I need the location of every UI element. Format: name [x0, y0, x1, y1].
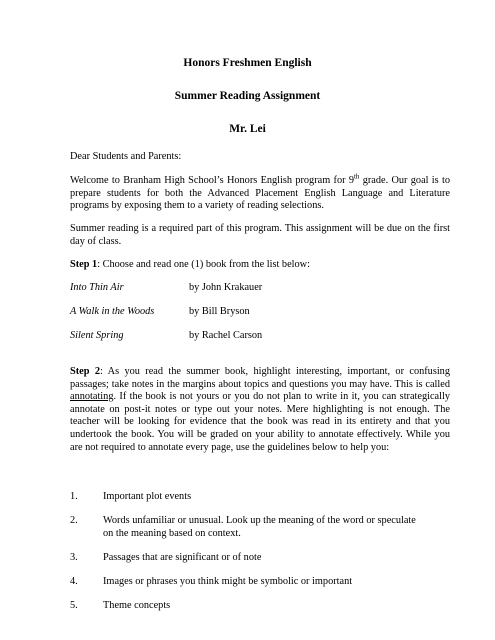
guideline-number-5: 5. — [70, 600, 78, 611]
guideline-number-2: 2. — [70, 515, 78, 526]
guideline-item-4: Images or phrases you think might be symbolic or important — [103, 576, 353, 587]
guideline-item-1: Important plot events — [103, 491, 192, 502]
welcome-text-2: grade. Our goal is to prepare students for both the Advanced Placement English Language and Literature programs by exposing them to a variety of reading selections. — [70, 175, 450, 212]
step2-label: Step 2 — [70, 366, 100, 377]
annotating-term: annotating — [70, 391, 114, 403]
salutation: Dear Students and Parents: — [70, 151, 182, 162]
teacher-name: Mr. Lei — [229, 123, 266, 135]
step1-text: : Choose and read one (1) book from the list below: — [97, 259, 310, 270]
guideline-number-3: 3. — [70, 552, 78, 563]
welcome-paragraph — [70, 172, 450, 213]
welcome-text-1: Welcome to Branham High School’s Honors English program for 9 — [70, 175, 354, 186]
step2-paragraph — [70, 366, 450, 454]
guideline-item-2: Words unfamiliar or unusual. Look up the meaning of the word or speculate on the meaning based on context. — [103, 515, 416, 539]
guideline-number-4: 4. — [70, 576, 78, 587]
book-title-1: Into Thin Air — [70, 282, 124, 293]
book-author-3: by Rachel Carson — [189, 330, 263, 341]
book-title-3: Silent Spring — [70, 330, 124, 341]
book-title-2: A Walk in the Woods — [70, 306, 155, 317]
step2-text-2: . If the book is not yours or you do not plan to write in it, you can strategically annotate on post-it notes or type out your notes. Mere highlighting is not enough. The teacher will be looking for evidence that the book was read in its entirety and that you undertook the book. You will be graded on your ability to annotate effectively. While you are not required to annotate every page, use the guidelines below to help you: — [70, 391, 450, 453]
assignment-title: Summer Reading Assignment — [174, 90, 321, 102]
guideline-number-1: 1. — [70, 491, 78, 502]
guideline-item-3: Passages that are significant or of note — [103, 552, 262, 563]
step1-label: Step 1 — [70, 259, 98, 270]
guideline-item-5: Theme concepts — [103, 600, 171, 611]
step1-paragraph — [70, 259, 450, 272]
book-author-2: by Bill Bryson — [189, 306, 250, 317]
course-title: Honors Freshmen English — [183, 57, 312, 69]
step2-text-1: : As you read the summer book, highlight interesting, important, or confusing passages; take notes in the margins about topics and questions you may have. This is called — [70, 366, 450, 390]
grade-superscript: th — [353, 172, 360, 181]
book-author-1: by John Krakauer — [189, 282, 263, 293]
required-paragraph: Summer reading is a required part of this program. This assignment will be due on the first day of class. — [70, 223, 450, 247]
